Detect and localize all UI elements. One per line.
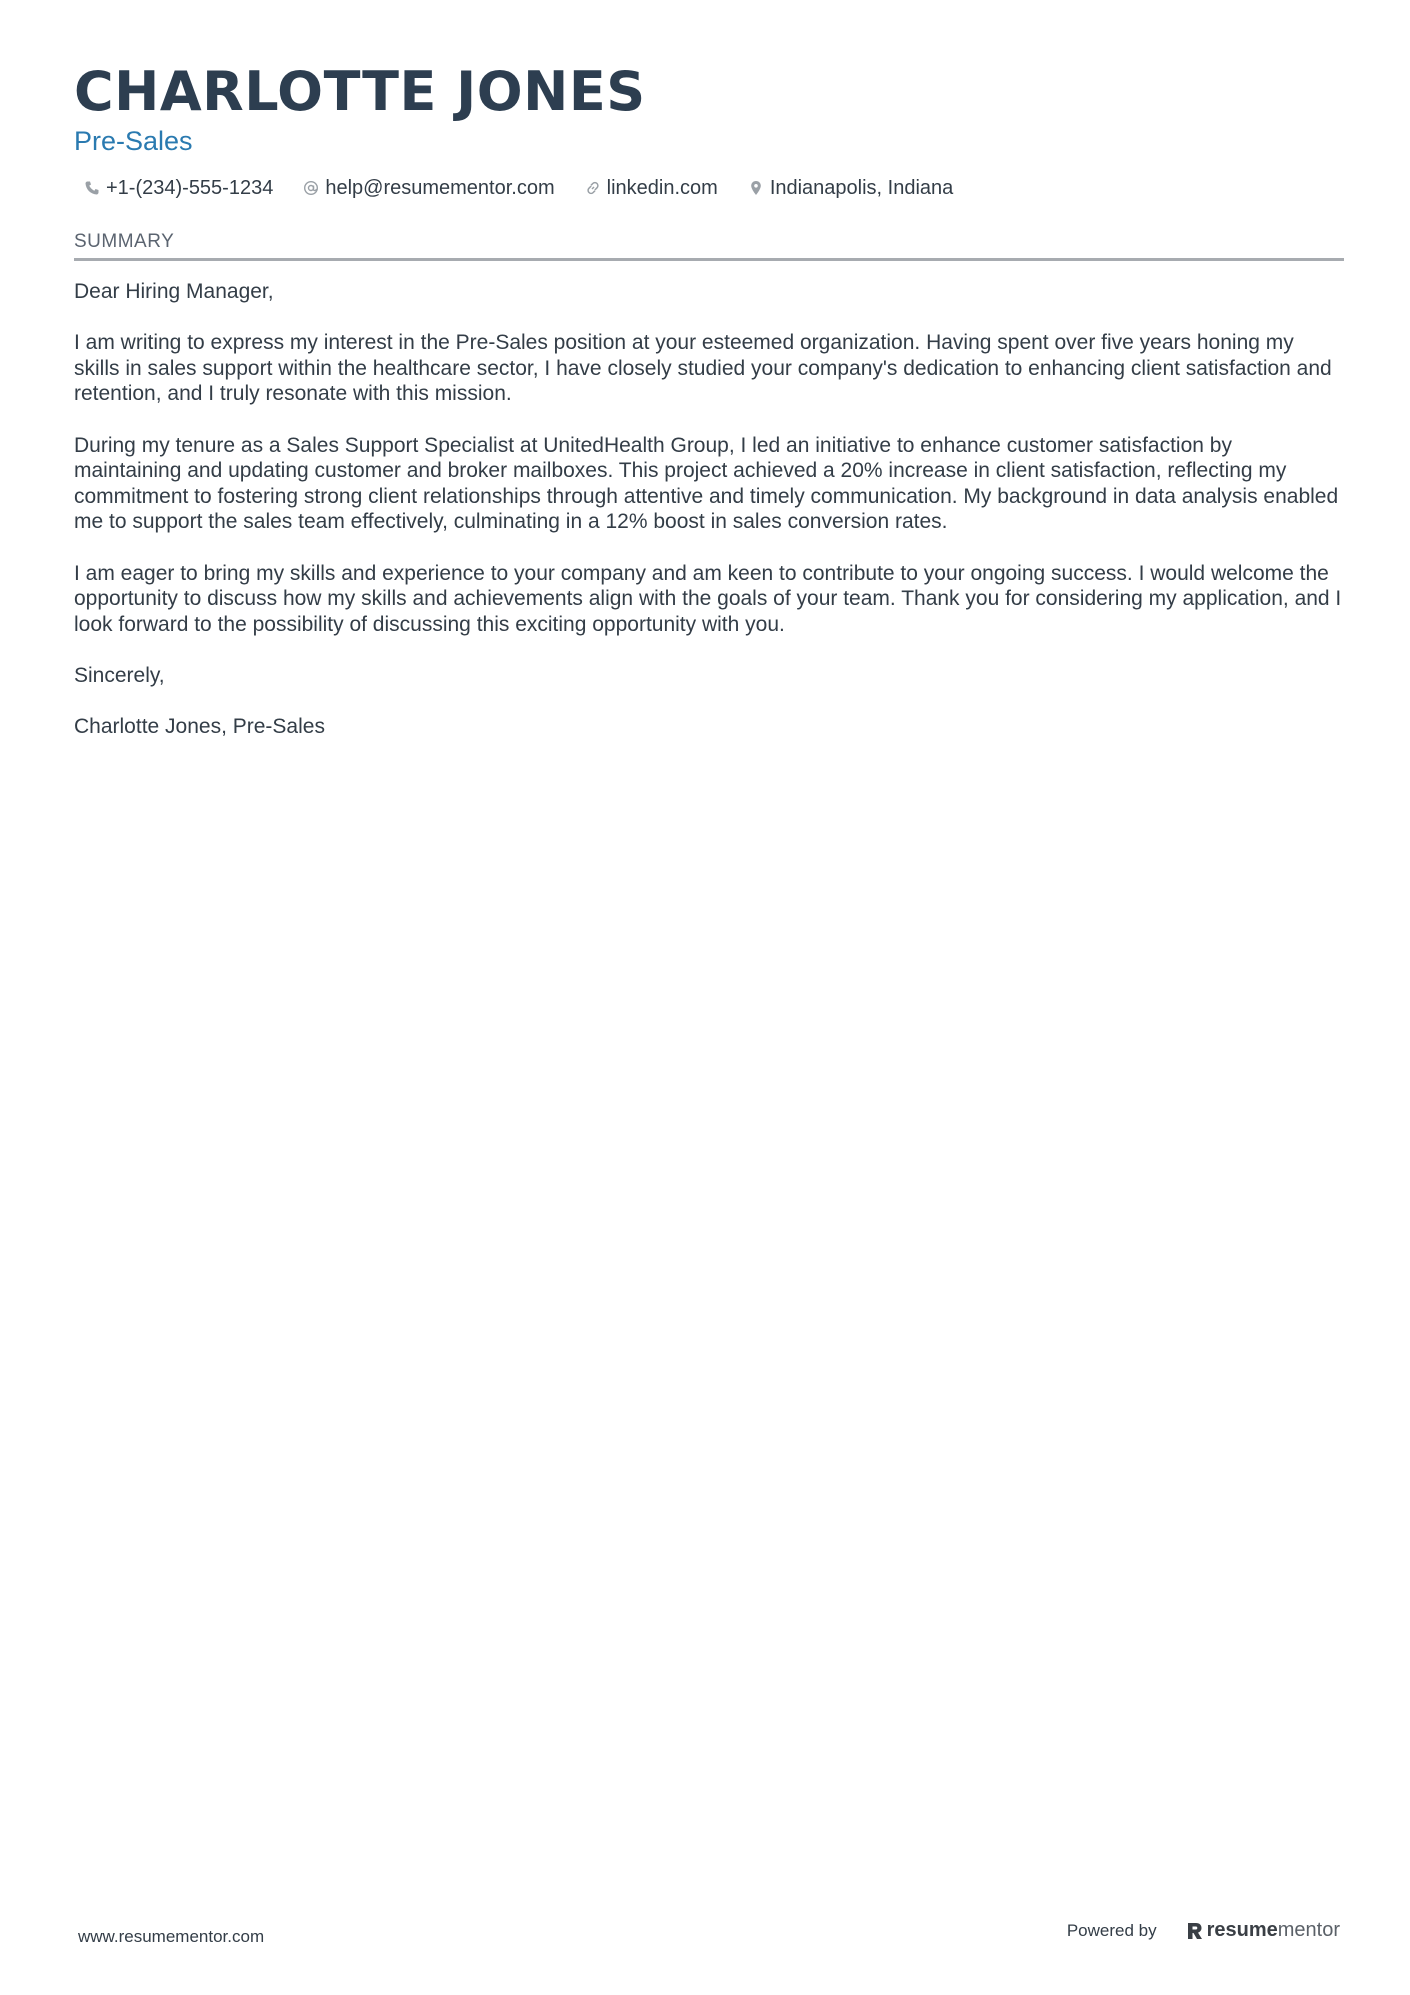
- contact-linkedin-text[interactable]: linkedin.com: [606, 177, 718, 199]
- resumementor-logo-icon: [1187, 1921, 1203, 1941]
- phone-icon: [82, 178, 102, 198]
- letter-paragraph: I am writing to express my interest in the Pre-Sales position at your esteemed organization. Having spent over five years honing my skills in sales support within the healthcare sector, I have closely studied your company's dedication to enhancing client satisfaction and retention, and I truly resonate with this mission.: [74, 331, 1332, 406]
- cover-letter-body: [74, 279, 1344, 740]
- contact-email-text[interactable]: help@resumementor.com: [325, 177, 555, 199]
- resume-page: [74, 60, 1344, 765]
- contact-location-text: Indianapolis, Indiana: [769, 177, 954, 199]
- brand-name-bold: resume: [1206, 1919, 1278, 1941]
- contact-linkedin[interactable]: [583, 174, 718, 202]
- letter-salutation: Dear Hiring Manager,: [74, 280, 274, 303]
- brand-name-light: mentor: [1277, 1919, 1340, 1941]
- brand-logo[interactable]: [1187, 1919, 1340, 1942]
- contact-phone-text: +1-(234)-555-1234: [106, 177, 274, 199]
- contact-bar: [82, 174, 1344, 202]
- at-icon: [301, 178, 321, 198]
- link-icon: [583, 178, 603, 198]
- letter-paragraph: I am eager to bring my skills and experience to your company and am keen to contribute to your ongoing success. I would welcome the opportunity to discuss how my skills and achievements align with the goals of your team. Thank you for considering my application, and I look forward to the possibility of discussing this exciting opportunity with you.: [74, 561, 1342, 636]
- location-pin-icon: [746, 178, 766, 198]
- candidate-role: Pre-Sales: [74, 126, 193, 156]
- contact-email[interactable]: [301, 174, 554, 202]
- powered-by-label: Powered by: [1066, 1920, 1157, 1940]
- letter-signature: Charlotte Jones, Pre-Sales: [74, 715, 325, 739]
- candidate-name: CHARLOTTE JONES: [74, 60, 646, 123]
- letter-paragraph: During my tenure as a Sales Support Specialist at UnitedHealth Group, I led an initiative to enhance customer satisfaction by maintaining and updating customer and broker mailboxes. This project achieved a 20% increase in client satisfaction, reflecting my commitment to fostering strong client relationships through attentive and timely communication. My background in data analysis enabled me to support the sales team effectively, culminating in a 12% boost in sales conversion rates.: [74, 433, 1339, 534]
- section-title-summary: SUMMARY: [74, 230, 1344, 261]
- footer-website-link[interactable]: www.resumementor.com: [78, 1927, 265, 1946]
- footer-branding: [1067, 1919, 1340, 1942]
- contact-phone: [82, 174, 273, 202]
- letter-closing: Sincerely,: [74, 663, 165, 687]
- contact-location: [746, 174, 953, 202]
